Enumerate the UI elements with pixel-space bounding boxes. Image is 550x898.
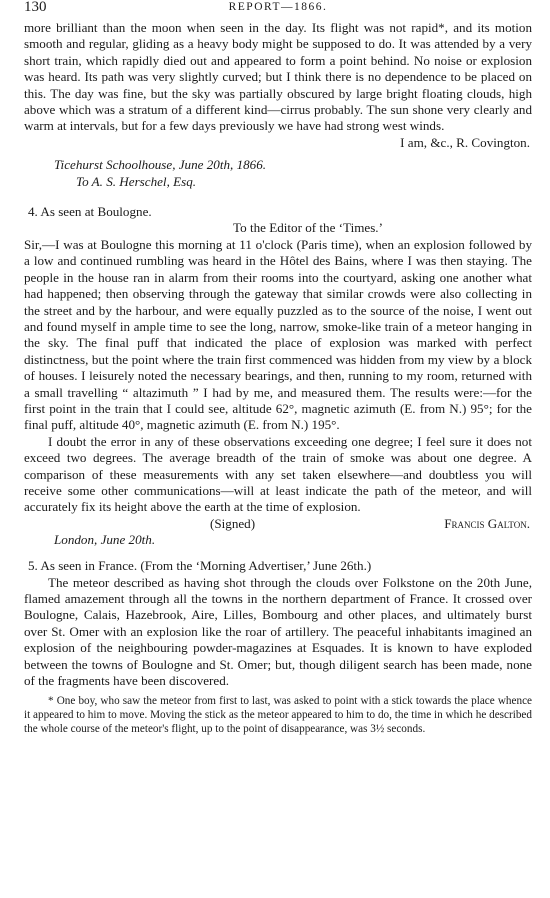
boulogne-paragraph-2: I doubt the error in any of these observations exceeding one degree; I feel sure it does not exceed two degrees. The average breadth of the train of smoke was about one degree. A comparison of these measurements with any set taken elsewhere—and doubtless you will receive some other communications—will at least indicate the path of the meteor, and will accurately fix its height above the earth at the time of explosion. [24,433,532,515]
page-header [24,2,532,20]
section-heading-france: 5. As seen in France. (From the ‘Morning Advertiser,’ June 26th.) [28,558,372,574]
boulogne-paragraph-1: Sir,—I was at Boulogne this morning at 11 o'clock (Paris time), when an explosion followed by a low and continued rumbling was heard in the Hôtel des Bains, where I was then staying. The people in the house ran in alarm from their rooms into the courtyard, asking one another what had happened; then observing through the gateway that similar crowds were also collecting in the street and by the harbour, and were equally puzzled as to the source of the noise, I went out and found myself in ample time to see the long, narrow, smoke-like train of a meteor hanging in the sky. The final puff that indicated the place of explosion was marked with perfect distinctness, but the point where the train first commenced was hidden from my view by a block of houses. I leisurely noted the necessary bearings, and then, running to my room, returned with a small travelling “ altazimuth ” I had by me, and measured them. The results were:—for the first point in the train that I could see, altitude 62°, magnetic azimuth (E. from N.) 95°; for the final puff, altitude 40°, magnetic azimuth (E. from N.) 195°. [24,236,532,433]
letter-place-date: Ticehurst Schoolhouse, June 20th, 1866. [54,157,267,173]
signature-row [24,516,532,532]
footnote: * One boy, who saw the meteor from first to last, was asked to point with a stick towards the place whence it appeared to him to move. Moving the stick as the meteor appeared to him to do, the time in which he described the whole course of the meteor's flight, up to the point of disappearance, was 3½ seconds. [24,695,532,735]
france-paragraph: The meteor described as having shot through the clouds over Folkstone on the 20th June, flamed amazement through all the towns in the northern department of France. It crossed over Boulogne, Calais, Hazebrook, Aire, Lilles, Bombourg and other places, and ultimately burst over St. Omer with an explosion like the roar of artillery. The peaceful inhabitants imagined an explosion of the neighbouring powder-magazines at Esquades. It is known to have exploded between the towns of Boulogne and St. Omer; but, though diligent search has been made, none of the fragments have been discovered. [24,574,532,689]
section-heading-boulogne: 4. As seen at Boulogne. [28,204,152,220]
page-number: 130 [24,0,47,15]
running-head: REPORT—1866. [228,1,328,13]
letter-addressee: To A. S. Herschel, Esq. [76,173,197,189]
letter-body: more brilliant than the moon when seen in the day. Its flight was not rapid*, and its motion smooth and regular, gliding as a heavy body might be supposed to do. It was attended by a very short train, which rapidly died out and appeared to form a point behind. No noise or explosion was heard. Its path was very slightly curved; but I think there is no dependence to be placed on this. The day was fine, but the sky was partially obscured by large bright floating clouds, high above which was a stratum of a different kind—cirrus probably. The sun shone very clearly and warm at intervals, but for a few days previously we have had strong west winds. [24,20,532,134]
boulogne-date: London, June 20th. [54,531,156,547]
signer-name: Francis Galton. [444,515,530,531]
to-editor-line: To the Editor of the ‘Times.’ [233,220,383,236]
letter-closing: I am, &c., R. Covington. [400,134,530,150]
signed-label: (Signed) [210,515,256,531]
